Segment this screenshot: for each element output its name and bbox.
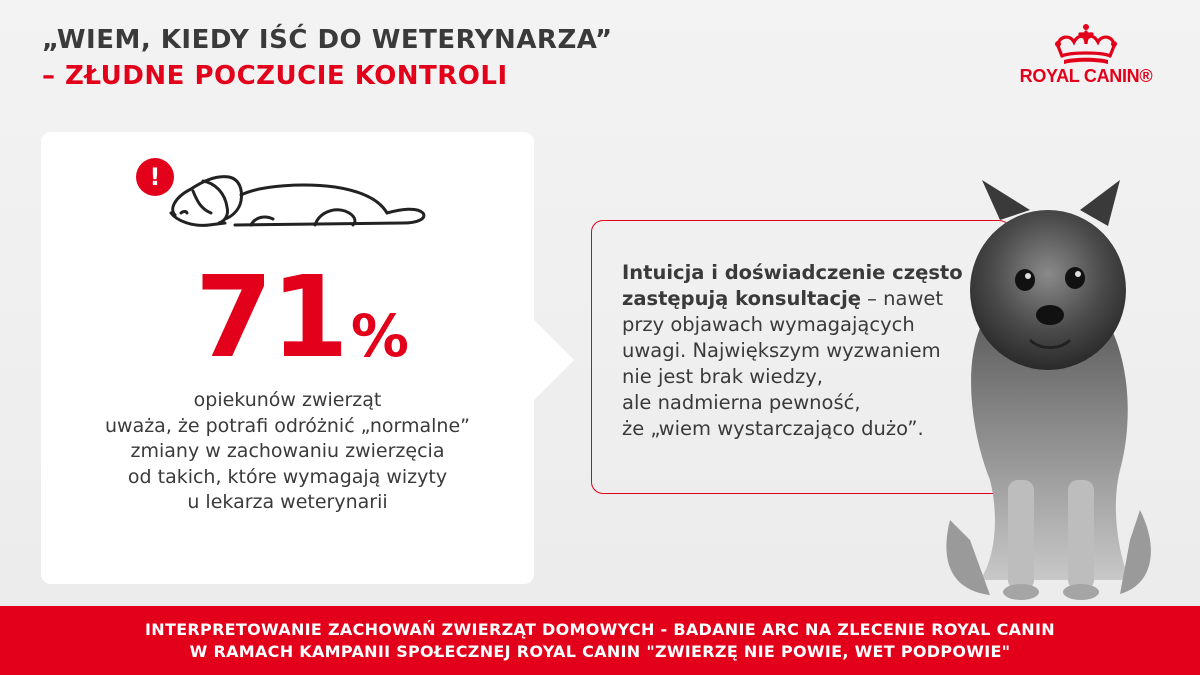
logo-wordmark: ROYAL CANIN®	[1019, 66, 1153, 86]
stat-unit: %	[350, 302, 409, 370]
footer-line-1: INTERPRETOWANIE ZACHOWAŃ ZWIERZĄT DOMOWYCH - BADANIE ARC NA ZLECENIE ROYAL CANIN	[145, 620, 1055, 639]
quote-line: że „wiem wystarczająco dużo”.	[622, 417, 924, 440]
crown-icon	[1050, 20, 1122, 66]
card-pointer	[532, 318, 574, 402]
stat-value	[195, 253, 409, 383]
stat-description-line: uważa, że potrafi odróżnić „normalne”	[104, 414, 471, 437]
stat-description-line: od takich, które wymagają wizyty	[127, 465, 448, 488]
title-line-2: – ZŁUDNE POCZUCIE KONTROLI	[42, 61, 508, 91]
quote-line: przy objawach wymagających	[622, 313, 915, 336]
footer-banner	[0, 606, 1200, 675]
royal-canin-logo	[1006, 20, 1166, 90]
exclamation-icon: !	[136, 158, 174, 196]
quote-line: ale nadmierna pewność,	[622, 391, 861, 414]
quote-line: uwagi. Największym wyzwaniem	[622, 339, 941, 362]
quote-line: – nawet	[860, 287, 944, 310]
stat-description-line: opiekunów zwierząt	[193, 389, 382, 411]
quote-text	[622, 260, 982, 442]
stat-description	[41, 388, 534, 516]
lying-dog-icon	[165, 165, 430, 233]
page-title	[42, 22, 613, 94]
title-line-1: „WIEM, KIEDY IŚĆ DO WETERYNARZA”	[42, 25, 613, 55]
stat-description-line: u lekarza weterynarii	[187, 491, 388, 513]
stat-number: 71	[195, 253, 347, 383]
yorkshire-terrier-photo	[930, 180, 1170, 605]
quote-line: nie jest brak wiedzy,	[622, 365, 823, 388]
footer-line-2: W RAMACH KAMPANII SPOŁECZNEJ ROYAL CANIN "ZWIERZĘ NIE POWIE, WET PODPOWIE"	[189, 642, 1011, 661]
quote-bold: Intuicja i doświadczenie często zastępują konsultację	[622, 261, 963, 310]
stat-description-line: zmiany w zachowaniu zwierzęcia	[130, 440, 445, 462]
